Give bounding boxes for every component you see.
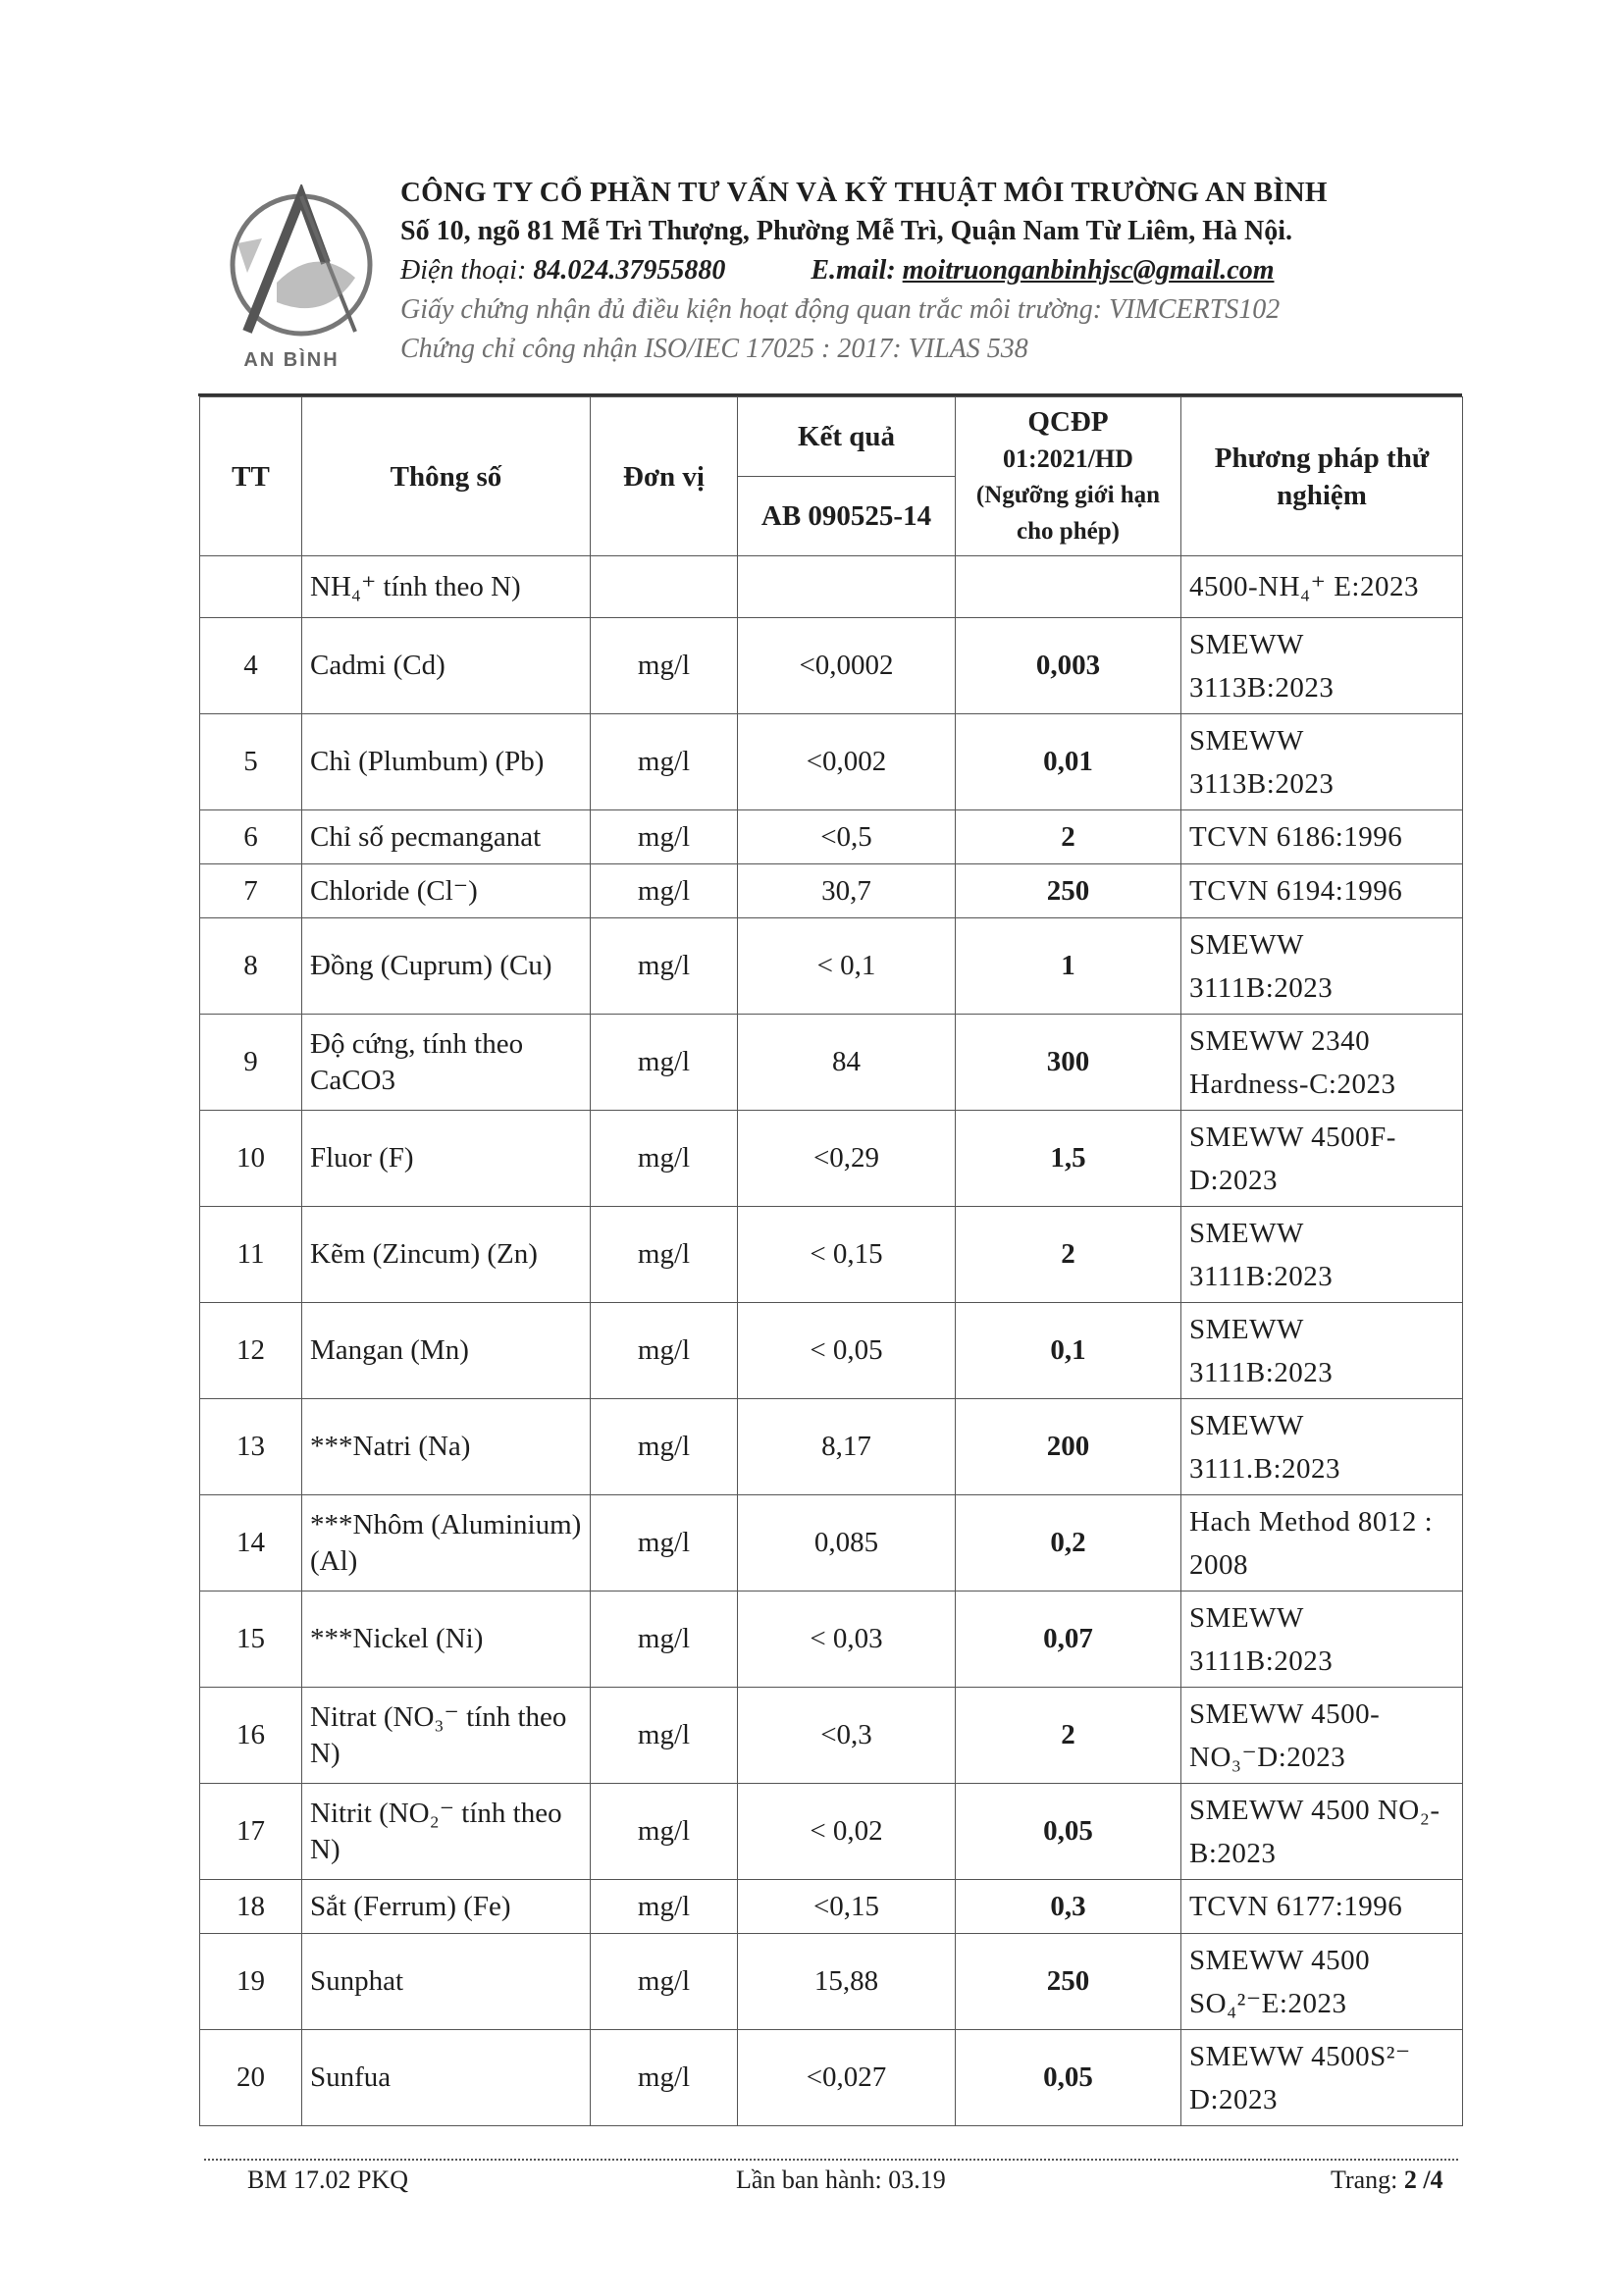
row-unit: mg/l [591,1934,738,2030]
row-param: Sắt (Ferrum) (Fe) [302,1880,591,1934]
row-method: SMEWW 4500 NO₂-B:2023 [1181,1784,1463,1880]
row-tt: 15 [200,1592,302,1688]
row-unit: mg/l [591,1592,738,1688]
company-address: Số 10, ngõ 81 Mễ Trì Thượng, Phường Mễ Trì, Quận Nam Từ Liêm, Hà Nội. [400,216,1293,246]
row-tt: 9 [200,1015,302,1111]
row-limit: 2 [956,1207,1181,1303]
certification-line-1: Giấy chứng nhận đủ điều kiện hoạt động quan trắc môi trường: VIMCERTS102 [400,294,1281,325]
row-tt: 7 [200,864,302,918]
page-label: Trang: [1331,2166,1404,2194]
results-table [199,396,1463,2126]
table-row [200,1015,1463,1111]
row-tt: 14 [200,1495,302,1592]
contact-line [400,251,1480,290]
table-row [200,2030,1463,2126]
row-limit: 0,05 [956,2030,1181,2126]
row-result: < 0,1 [738,918,956,1015]
row-unit: mg/l [591,918,738,1015]
row-param: ***Nhôm (Aluminium) (Al) [302,1495,591,1592]
row-param: Chỉ số pecmanganat [302,810,591,864]
table-row [200,864,1463,918]
col-header-sample: AB 090525-14 [738,477,956,556]
row-limit: 0,01 [956,714,1181,810]
footer-divider [204,2159,1458,2161]
row-param: Nitrat (NO₃⁻ tính theo N) [302,1688,591,1784]
row-tt [200,556,302,618]
row-result: 30,7 [738,864,956,918]
table-row [200,556,1463,618]
row-unit: mg/l [591,618,738,714]
row-method: SMEWW 3111B:2023 [1181,1592,1463,1688]
page-number: 2 /4 [1403,2166,1443,2194]
phone-label: Điện thoại: [400,255,534,286]
certification-line-2: Chứng chỉ công nhận ISO/IEC 17025 : 2017: VILAS 538 [400,334,1028,364]
row-result: < 0,05 [738,1303,956,1399]
row-tt: 6 [200,810,302,864]
table-row [200,1495,1463,1592]
table-row [200,1880,1463,1934]
row-method: SMEWW 3111.B:2023 [1181,1399,1463,1495]
row-param: Cadmi (Cd) [302,618,591,714]
email-link[interactable]: moitruonganbinhjsc@gmail.com [902,255,1275,286]
row-method: SMEWW 3111B:2023 [1181,918,1463,1015]
row-unit: mg/l [591,1303,738,1399]
row-tt: 8 [200,918,302,1015]
row-result: <0,5 [738,810,956,864]
row-method: SMEWW 4500-NO₃⁻D:2023 [1181,1688,1463,1784]
row-method: SMEWW 3113B:2023 [1181,618,1463,714]
row-unit: mg/l [591,1688,738,1784]
row-param: Đồng (Cuprum) (Cu) [302,918,591,1015]
limit-header-line-2: 01:2021/HD [1003,444,1133,473]
page-indicator [1331,2166,1443,2195]
row-param: Chloride (Cl⁻) [302,864,591,918]
row-result: <0,027 [738,2030,956,2126]
row-method: 4500-NH₄⁺ E:2023 [1181,556,1463,618]
row-method: SMEWW 3111B:2023 [1181,1207,1463,1303]
row-tt: 17 [200,1784,302,1880]
row-unit: mg/l [591,1399,738,1495]
row-param: Kẽm (Zincum) (Zn) [302,1207,591,1303]
table-row [200,1399,1463,1495]
row-result [738,556,956,618]
row-unit: mg/l [591,1880,738,1934]
company-name: CÔNG TY CỔ PHẦN TƯ VẤN VÀ KỸ THUẬT MÔI TRƯỜNG AN BÌNH [400,177,1328,208]
row-limit: 0,003 [956,618,1181,714]
row-method: TCVN 6194:1996 [1181,864,1463,918]
table-row [200,1934,1463,2030]
table-row [200,918,1463,1015]
row-tt: 18 [200,1880,302,1934]
row-param: Độ cứng, tính theo CaCO3 [302,1015,591,1111]
row-method: Hach Method 8012 : 2008 [1181,1495,1463,1592]
row-param: Nitrit (NO₂⁻ tính theo N) [302,1784,591,1880]
row-limit: 0,07 [956,1592,1181,1688]
row-result: < 0,02 [738,1784,956,1880]
table-row [200,618,1463,714]
row-tt: 16 [200,1688,302,1784]
row-result: <0,3 [738,1688,956,1784]
row-result: < 0,15 [738,1207,956,1303]
table-row [200,1111,1463,1207]
row-param: ***Natri (Na) [302,1399,591,1495]
row-result: <0,002 [738,714,956,810]
row-limit: 0,05 [956,1784,1181,1880]
row-tt: 19 [200,1934,302,2030]
row-param: ***Nickel (Ni) [302,1592,591,1688]
row-limit: 1,5 [956,1111,1181,1207]
row-unit: mg/l [591,1784,738,1880]
row-tt: 10 [200,1111,302,1207]
logo-text: AN BÌNH [243,349,340,371]
row-param: Sunfua [302,2030,591,2126]
limit-header-line-3: (Ngưỡng giới hạn cho phép) [975,481,1161,545]
row-unit: mg/l [591,1495,738,1592]
row-result: 8,17 [738,1399,956,1495]
row-limit: 2 [956,1688,1181,1784]
col-header-method: Phương pháp thử nghiệm [1181,397,1463,556]
row-method: SMEWW 4500 SO₄²⁻E:2023 [1181,1934,1463,2030]
row-unit: mg/l [591,810,738,864]
col-header-result: Kết quả [738,397,956,477]
row-limit: 200 [956,1399,1181,1495]
row-unit: mg/l [591,1207,738,1303]
row-tt: 20 [200,2030,302,2126]
form-code: BM 17.02 PKQ [247,2166,408,2194]
row-result: 84 [738,1015,956,1111]
table-row [200,810,1463,864]
row-method: TCVN 6177:1996 [1181,1880,1463,1934]
row-limit: 0,1 [956,1303,1181,1399]
letterhead [400,173,1480,369]
col-header-param: Thông số [302,397,591,556]
row-result: < 0,03 [738,1592,956,1688]
table-header-row [200,397,1463,477]
col-header-unit: Đơn vị [591,397,738,556]
row-result: 15,88 [738,1934,956,2030]
row-param: Fluor (F) [302,1111,591,1207]
email-label: E.mail: [811,255,903,286]
row-limit: 250 [956,1934,1181,2030]
table-row [200,714,1463,810]
limit-header-line-1: QCĐP [1027,405,1109,438]
row-tt: 4 [200,618,302,714]
table-row [200,1303,1463,1399]
row-method: SMEWW 3111B:2023 [1181,1303,1463,1399]
row-unit: mg/l [591,1015,738,1111]
row-param: NH₄⁺ tính theo N) [302,556,591,618]
row-limit: 250 [956,864,1181,918]
row-limit: 0,3 [956,1880,1181,1934]
col-header-limit [956,397,1181,556]
row-result: <0,0002 [738,618,956,714]
row-limit [956,556,1181,618]
row-limit: 1 [956,918,1181,1015]
row-tt: 12 [200,1303,302,1399]
col-header-tt: TT [200,397,302,556]
row-method: SMEWW 4500F-D:2023 [1181,1111,1463,1207]
phone-number: 84.024.37955880 [533,255,726,286]
row-result: <0,15 [738,1880,956,1934]
row-unit: mg/l [591,864,738,918]
company-logo [208,184,375,381]
issue-number: Lần ban hành: 03.19 [736,2166,946,2194]
row-limit: 0,2 [956,1495,1181,1592]
row-method: SMEWW 3113B:2023 [1181,714,1463,810]
row-limit: 2 [956,810,1181,864]
table-row [200,1592,1463,1688]
row-unit [591,556,738,618]
row-param: Mangan (Mn) [302,1303,591,1399]
row-limit: 300 [956,1015,1181,1111]
row-tt: 13 [200,1399,302,1495]
table-row [200,1784,1463,1880]
table-row [200,1207,1463,1303]
row-tt: 5 [200,714,302,810]
row-method: SMEWW 2340 Hardness-C:2023 [1181,1015,1463,1111]
row-result: 0,085 [738,1495,956,1592]
row-method: SMEWW 4500S²⁻ D:2023 [1181,2030,1463,2126]
row-tt: 11 [200,1207,302,1303]
row-result: <0,29 [738,1111,956,1207]
row-unit: mg/l [591,1111,738,1207]
row-param: Chì (Plumbum) (Pb) [302,714,591,810]
row-unit: mg/l [591,714,738,810]
row-method: TCVN 6186:1996 [1181,810,1463,864]
table-row [200,1688,1463,1784]
row-param: Sunphat [302,1934,591,2030]
row-unit: mg/l [591,2030,738,2126]
